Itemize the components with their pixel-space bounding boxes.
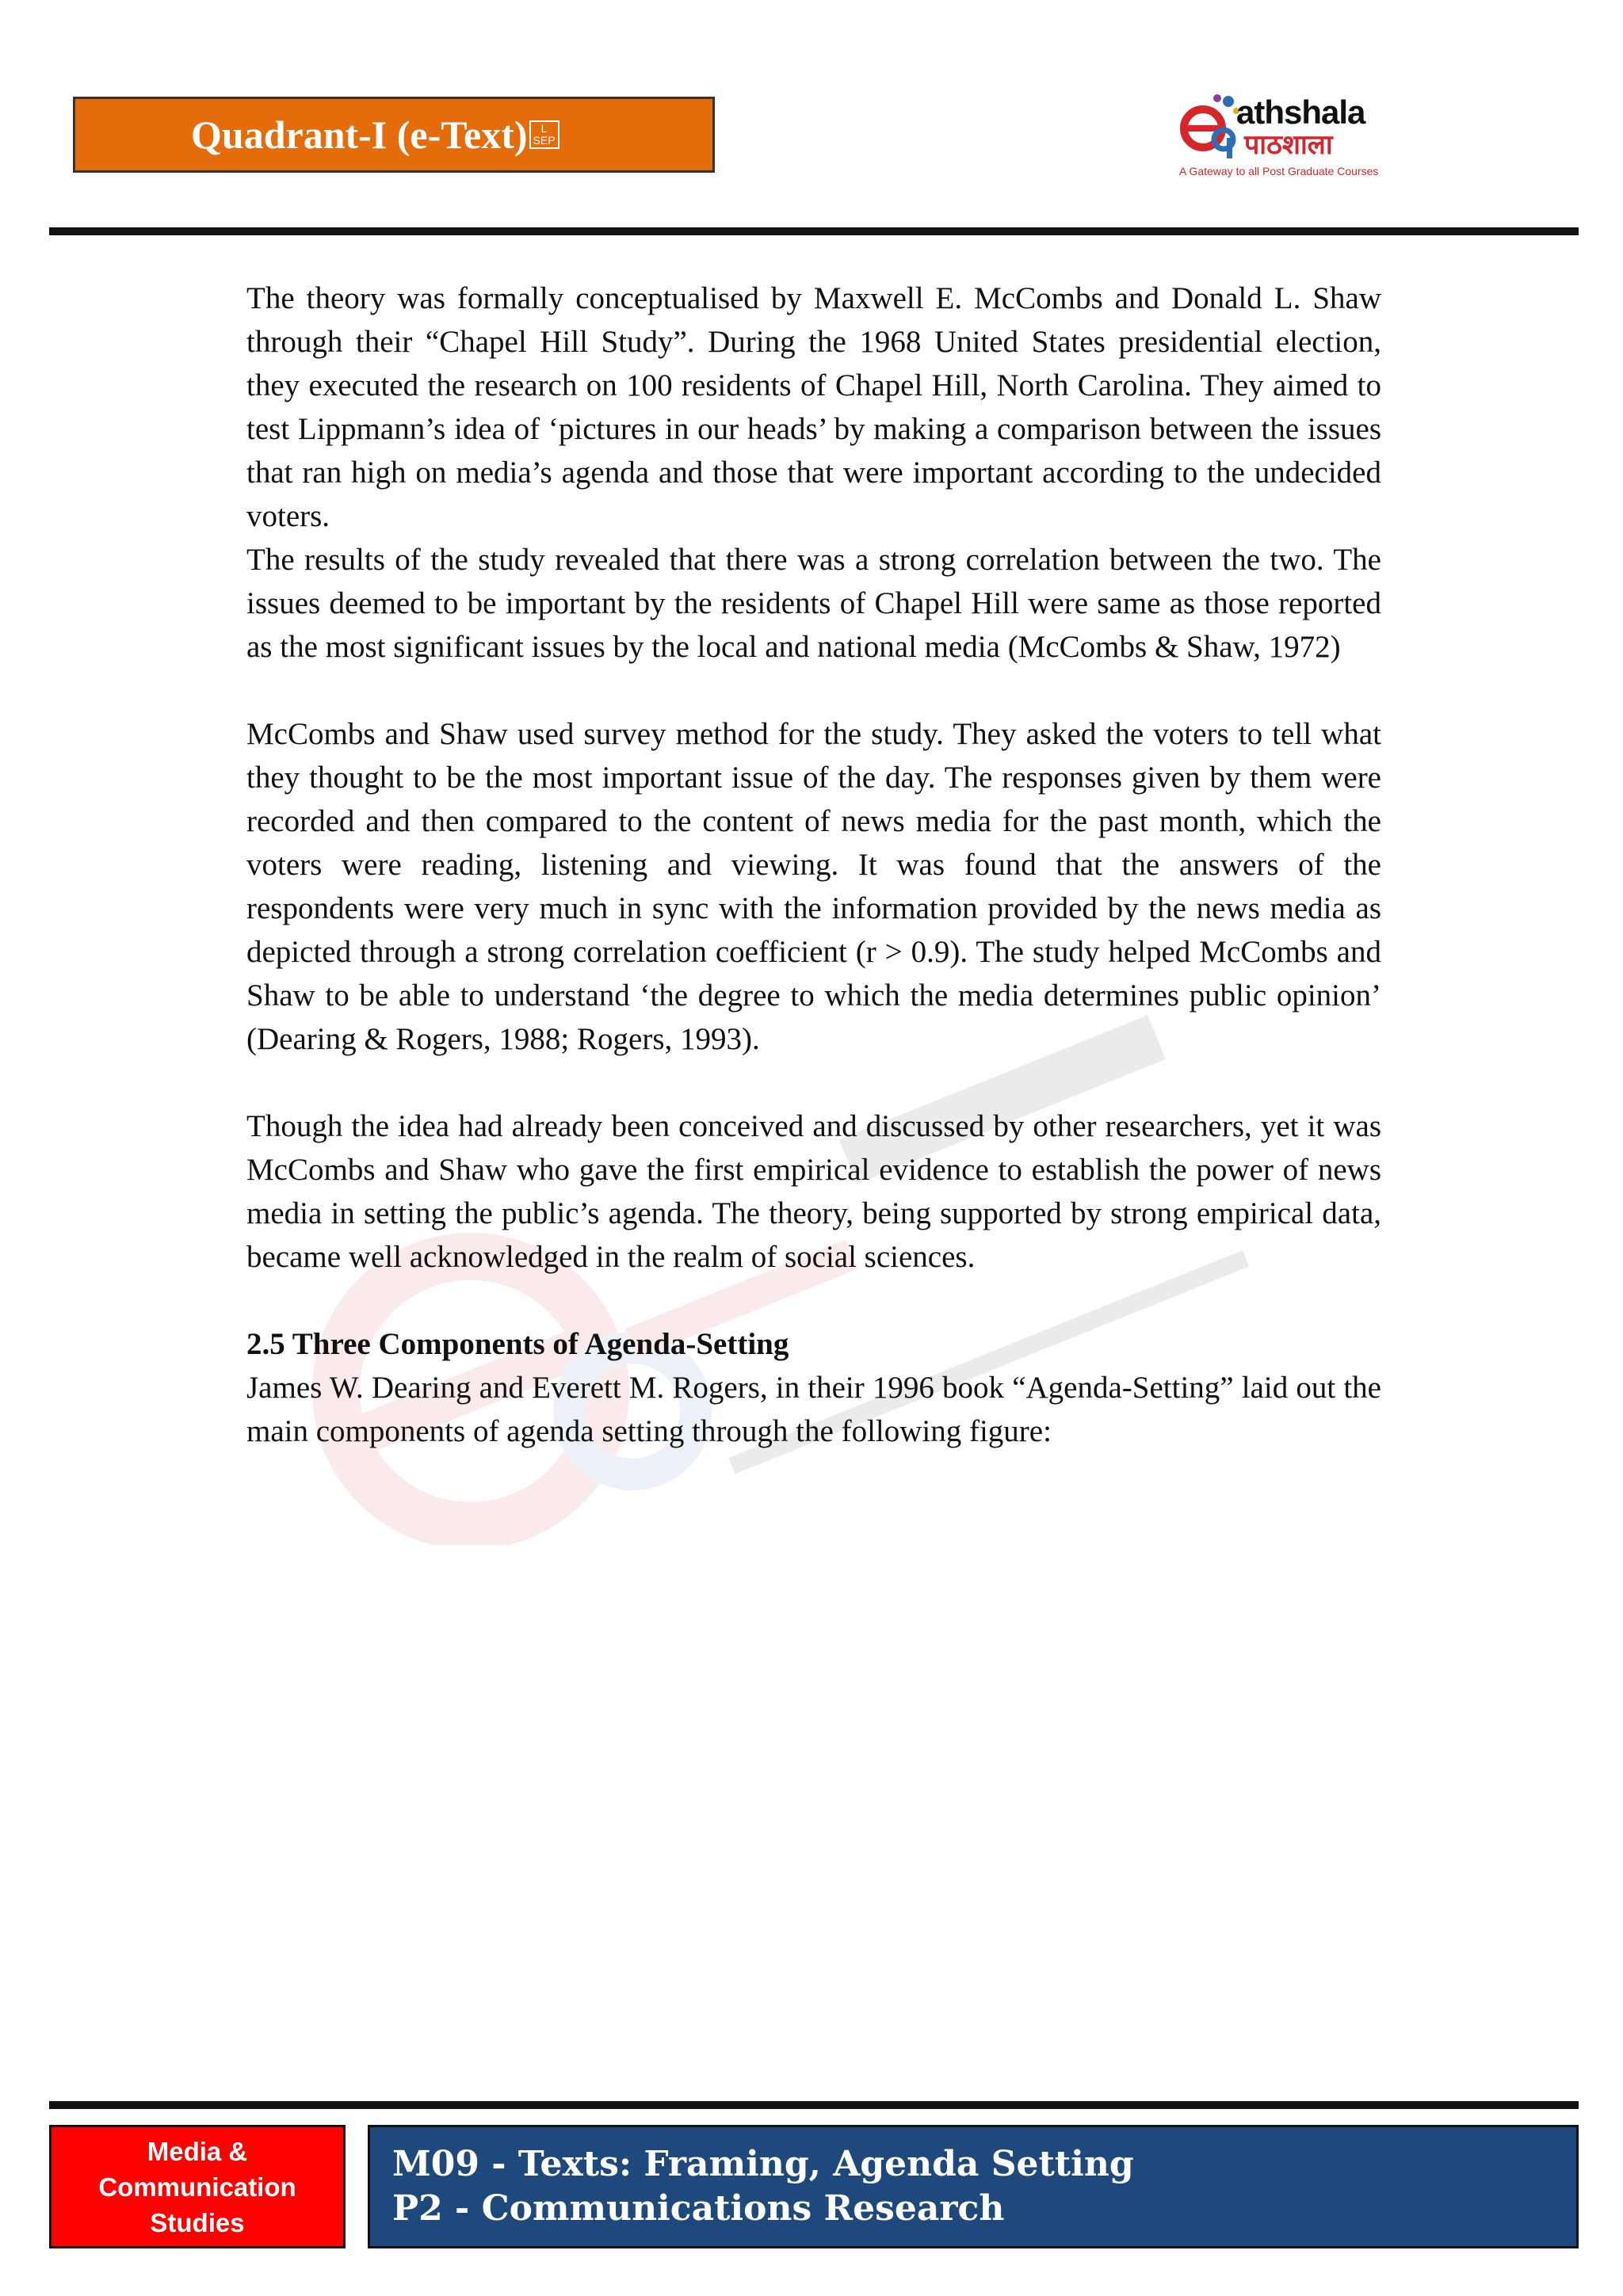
subject-line-3: Studies [150,2207,245,2237]
module-banner [368,2125,1579,2248]
subject-line-2: Communication [98,2172,296,2202]
paragraph-empirical-evidence: Though the idea had already been conceived and discussed by other researchers, yet it was McCombs and Shaw who gave the first empirical evidence to establish the power of news media in setting the public’s agenda. The theory, being supported by strong empirical data, became well acknowledged in the realm of social sciences. [246,1109,1381,1274]
section-heading: 2.5 Three Components of Agenda-Setting [246,1327,789,1361]
logo-hindi-name: पाठशाला [1244,129,1333,161]
module-title: M09 - Texts: Framing, Agenda Setting [392,2144,1134,2184]
epathshala-logo [1179,89,1393,184]
quadrant-header [73,97,715,173]
quadrant-title: Quadrant-I (e-Text) [191,113,528,157]
paper-title: P2 - Communications Research [392,2188,1005,2229]
header-divider [49,227,1579,235]
e-logo-mark-icon [1179,89,1243,165]
paragraph-survey-method: McCombs and Shaw used survey method for the study. They asked the voters to tell what they thought to be the most important issue of the day. The responses given by them were recorded and then compared to the content of news media for the past month, which the voters were reading, listening and viewing. It was found that the answers of the respondents were very much in sync with the information provided by the news media as depicted through a strong correlation coefficient (r > 0.9). The study helped McCombs and Shaw to be able to understand ‘the degree to which the media determines public opinion’ (Dearing & Rogers, 1988; Rogers, 1993). [246,717,1381,1056]
subject-badge [49,2125,346,2248]
paragraph-components-intro: James W. Dearing and Everett M. Rogers, in their 1996 book “Agenda-Setting” laid out the main components of agenda setting through the following figure: [246,1371,1381,1448]
sep-glyph-icon: L SEP [529,120,559,149]
paragraph-study-results: The results of the study revealed that there was a strong correlation between the two. The issues deemed to be important by the residents of Chapel Hill were same as those reported as the most significant issues by the local and national media (McCombs & Shaw, 1972) [246,543,1381,664]
logo-name: athshala [1236,93,1365,131]
main-content [246,277,1381,1453]
paragraph-chapel-hill: The theory was formally conceptualised by Maxwell E. McCombs and Donald L. Shaw through their “Chapel Hill Study”. During the 1968 United States presidential election, they executed the research on 100 residents of Chapel Hill, North Carolina. They aimed to test Lippmann’s idea of ‘pictures in our heads’ by making a comparison between the issues that ran high on media’s agenda and those that were important according to the undecided voters. [246,281,1381,533]
subject-line-1: Media & [147,2136,248,2166]
logo-tagline: A Gateway to all Post Graduate Courses [1179,165,1379,177]
footer-divider [49,2101,1579,2109]
